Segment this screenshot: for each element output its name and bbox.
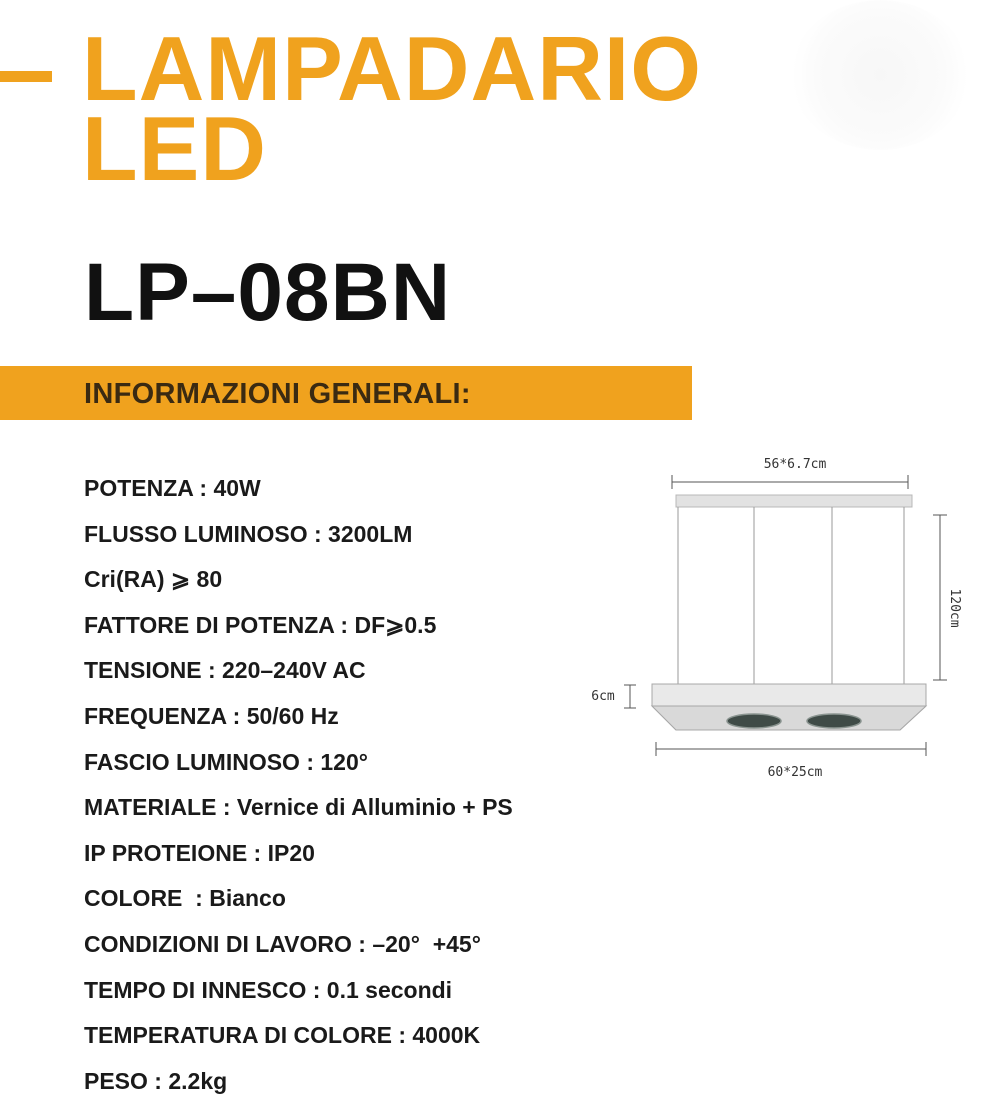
spec-item: POTENZA : 40W bbox=[84, 475, 261, 501]
bottom-width-label: 60*25cm bbox=[767, 765, 823, 780]
section-title: INFORMAZIONI GENERALI: bbox=[84, 378, 471, 410]
height-label: 120cm bbox=[947, 588, 962, 628]
spec-item: CONDIZIONI DI LAVORO : –20° +45° bbox=[84, 930, 481, 957]
spec-item: FASCIO LUMINOSO : 120° bbox=[84, 748, 368, 775]
lamp-body-underside bbox=[652, 706, 926, 730]
spec-item: MATERIALE : Vernice di Alluminio + PS bbox=[84, 794, 513, 821]
spec-item: PESO : 2.2kg bbox=[84, 1067, 228, 1094]
lamp-dimension-diagram bbox=[580, 445, 980, 790]
spec-item: Cri(RA) ⩾ 80 bbox=[84, 566, 223, 593]
title-line-1: LAMPADARIO bbox=[82, 19, 702, 120]
led-light-right bbox=[807, 714, 861, 728]
spec-item: TEMPERATURA DI COLORE : 4000K bbox=[84, 1022, 481, 1049]
spec-item: FATTORE DI POTENZA : DF⩾0.5 bbox=[84, 611, 437, 638]
top-width-label: 56*6.7cm bbox=[763, 457, 827, 472]
page-title bbox=[82, 19, 702, 200]
model-code: LP–08BN bbox=[84, 247, 452, 338]
spec-item: FREQUENZA : 50/60 Hz bbox=[84, 702, 339, 729]
spec-item: TEMPO DI INNESCO : 0.1 secondi bbox=[84, 976, 453, 1003]
decorative-circle bbox=[790, 0, 970, 150]
spec-item: FLUSSO LUMINOSO : 3200LM bbox=[84, 520, 413, 547]
spec-list bbox=[84, 466, 513, 1104]
ceiling-canopy bbox=[676, 495, 912, 507]
spec-item: TENSIONE : 220–240V AC bbox=[84, 657, 366, 684]
spec-item: IP PROTEIONE : IP20 bbox=[84, 839, 315, 866]
accent-bar bbox=[0, 71, 52, 82]
body-height-label: 6cm bbox=[591, 689, 615, 704]
title-line-2: LED bbox=[82, 99, 267, 200]
spec-item: COLORE : Bianco bbox=[84, 885, 286, 912]
led-light-left bbox=[727, 714, 781, 728]
